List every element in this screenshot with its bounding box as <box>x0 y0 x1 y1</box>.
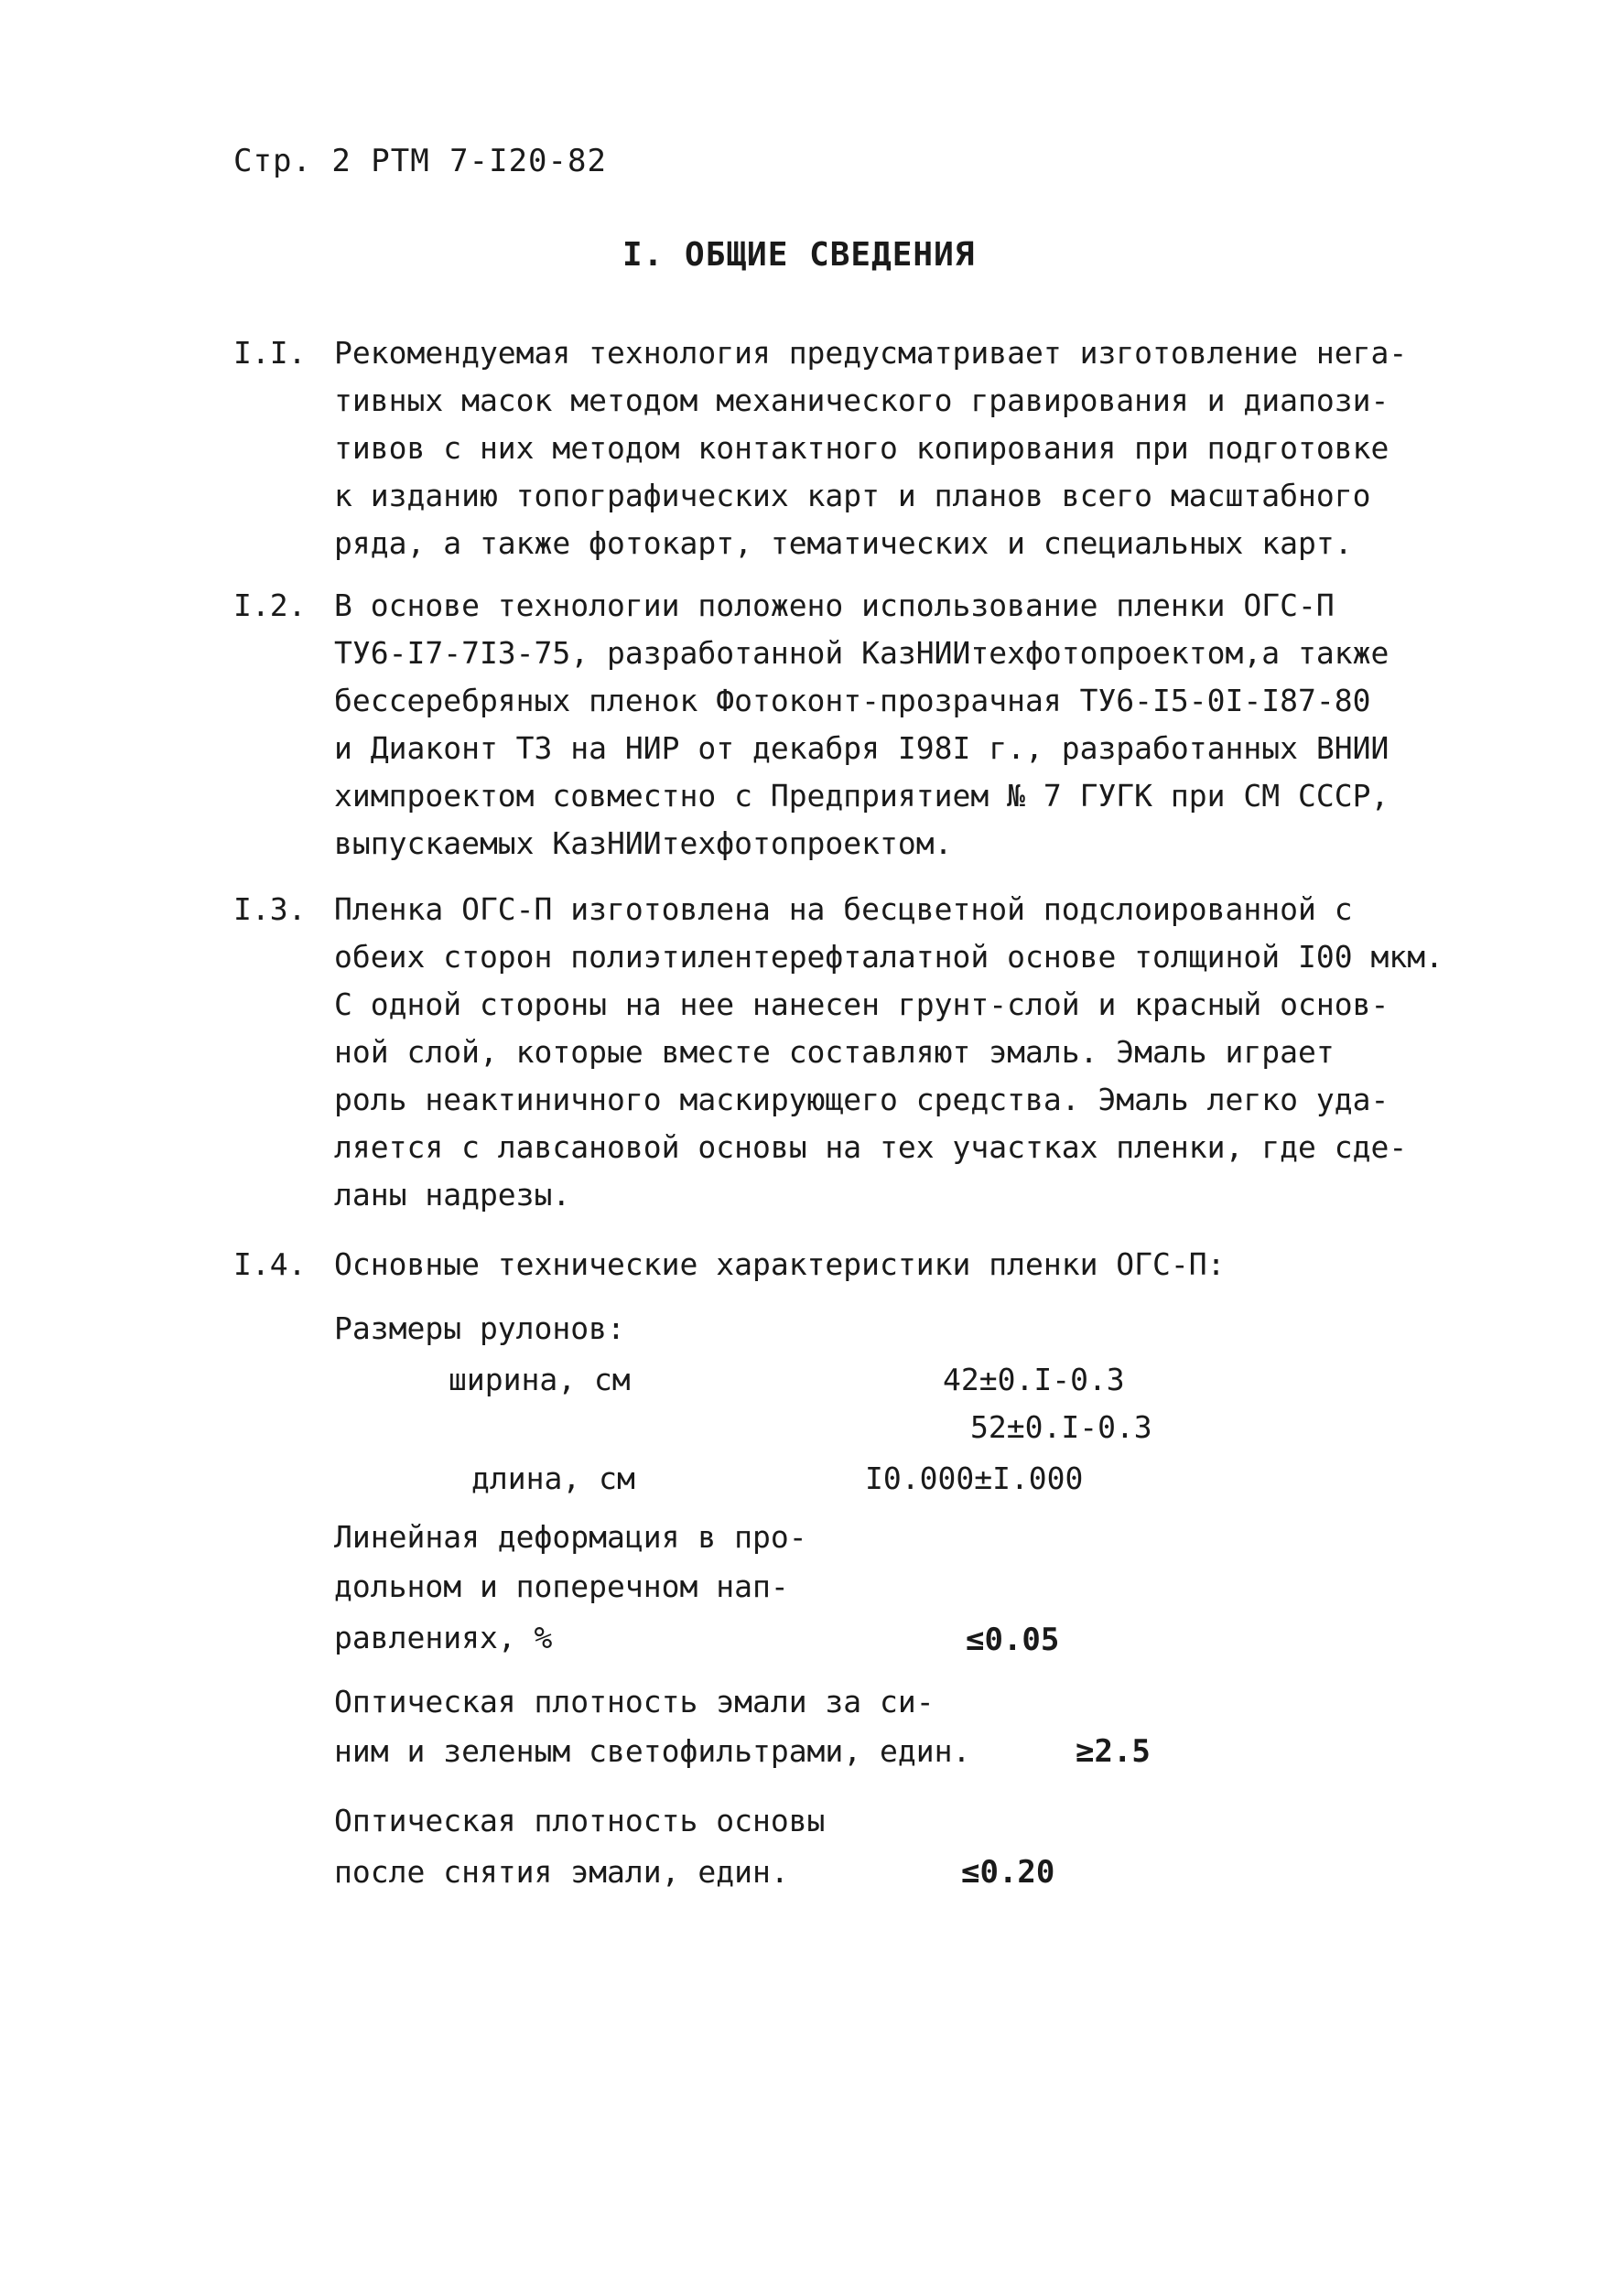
paragraph-line: выпускаемых КазНИИтехфотопроектом. <box>334 825 953 861</box>
paragraph-line: ланы надрезы. <box>334 1177 571 1213</box>
deformation-line-2: дольном и поперечном нап- <box>334 1568 789 1604</box>
paragraph-line: ной слой, которые вместе составляют эмаль. Эмаль играет <box>334 1034 1335 1070</box>
deformation-line-3: равлениях, % <box>334 1620 553 1655</box>
paragraph-number: I.2. <box>233 587 307 623</box>
enamel-density-value: ≥2.5 <box>1076 1733 1151 1770</box>
paragraph-number: I.3. <box>233 891 307 927</box>
paragraph-line: тивов с них методом контактного копирования при подготовке <box>334 430 1389 466</box>
paragraph-line: Рекомендуемая технология предусматривает изготовление нега- <box>334 335 1408 371</box>
paragraph-line: В основе технологии положено использование пленки ОГС-П <box>334 587 1335 623</box>
roll-sizes-label: Размеры рулонов: <box>334 1310 625 1346</box>
length-value: I0.000±I.000 <box>865 1461 1084 1496</box>
base-density-line-1: Оптическая плотность основы <box>334 1803 826 1838</box>
enamel-density-line-2: ним и зеленым светофильтрами, един. <box>334 1733 971 1769</box>
paragraph-line: ТУ6-I7-7I3-75, разработанной КазНИИтехфотопроектом,а также <box>334 635 1389 671</box>
paragraph-line: бессеребряных пленок Фотоконт-прозрачная ТУ6-I5-0I-I87-80 <box>334 683 1371 718</box>
paragraph-line: и Диаконт ТЗ на НИР от декабря I98I г., разработанных ВНИИ <box>334 730 1389 766</box>
page-header: Стр. 2 РТМ 7-I20-82 <box>233 143 607 179</box>
section-title: I. ОБЩИЕ СВЕДЕНИЯ <box>622 236 976 274</box>
paragraph-line: Основные технические характеристики пленки ОГС-П: <box>334 1246 1226 1282</box>
paragraph-line: С одной стороны на нее нанесен грунт-слой и красный основ- <box>334 986 1389 1022</box>
paragraph-line: обеих сторон полиэтилентерефталатной основе толщиной I00 мкм. <box>334 939 1443 975</box>
paragraph-number: I.4. <box>233 1246 307 1282</box>
paragraph-1-3 <box>233 886 1533 1219</box>
deformation-line-1: Линейная деформация в про- <box>334 1519 807 1555</box>
paragraph-line: ряда, а также фотокарт, тематических и специальных карт. <box>334 525 1353 561</box>
paragraph-line: к изданию топографических карт и планов всего масштабного <box>334 478 1371 513</box>
width-value-1: 42±0.I-0.3 <box>943 1362 1125 1397</box>
paragraph-1-2 <box>233 582 1533 868</box>
paragraph-number: I.I. <box>233 335 307 371</box>
paragraph-line: ляется с лавсановой основы на тех участках пленки, где сде- <box>334 1129 1408 1165</box>
paragraph-1-1 <box>233 329 1533 567</box>
paragraph-line: химпроектом совместно с Предприятием № 7 ГУГК при СМ СССР, <box>334 778 1389 814</box>
deformation-value: ≤0.05 <box>966 1622 1060 1658</box>
width-label: ширина, см <box>449 1362 631 1397</box>
length-label: длина, см <box>471 1461 635 1496</box>
base-density-line-2: после снятия эмали, един. <box>334 1854 789 1890</box>
paragraph-line: тивных масок методом механического гравирования и диапози- <box>334 383 1389 418</box>
width-value-2: 52±0.I-0.3 <box>970 1409 1152 1445</box>
base-density-value: ≤0.20 <box>961 1854 1055 1891</box>
paragraph-line: Пленка ОГС-П изготовлена на бесцветной подслоированной с <box>334 891 1353 927</box>
enamel-density-line-1: Оптическая плотность эмали за си- <box>334 1684 935 1719</box>
paragraph-line: роль неактиничного маскирующего средства. Эмаль легко уда- <box>334 1082 1389 1117</box>
paragraph-1-4 <box>233 1241 1533 1288</box>
